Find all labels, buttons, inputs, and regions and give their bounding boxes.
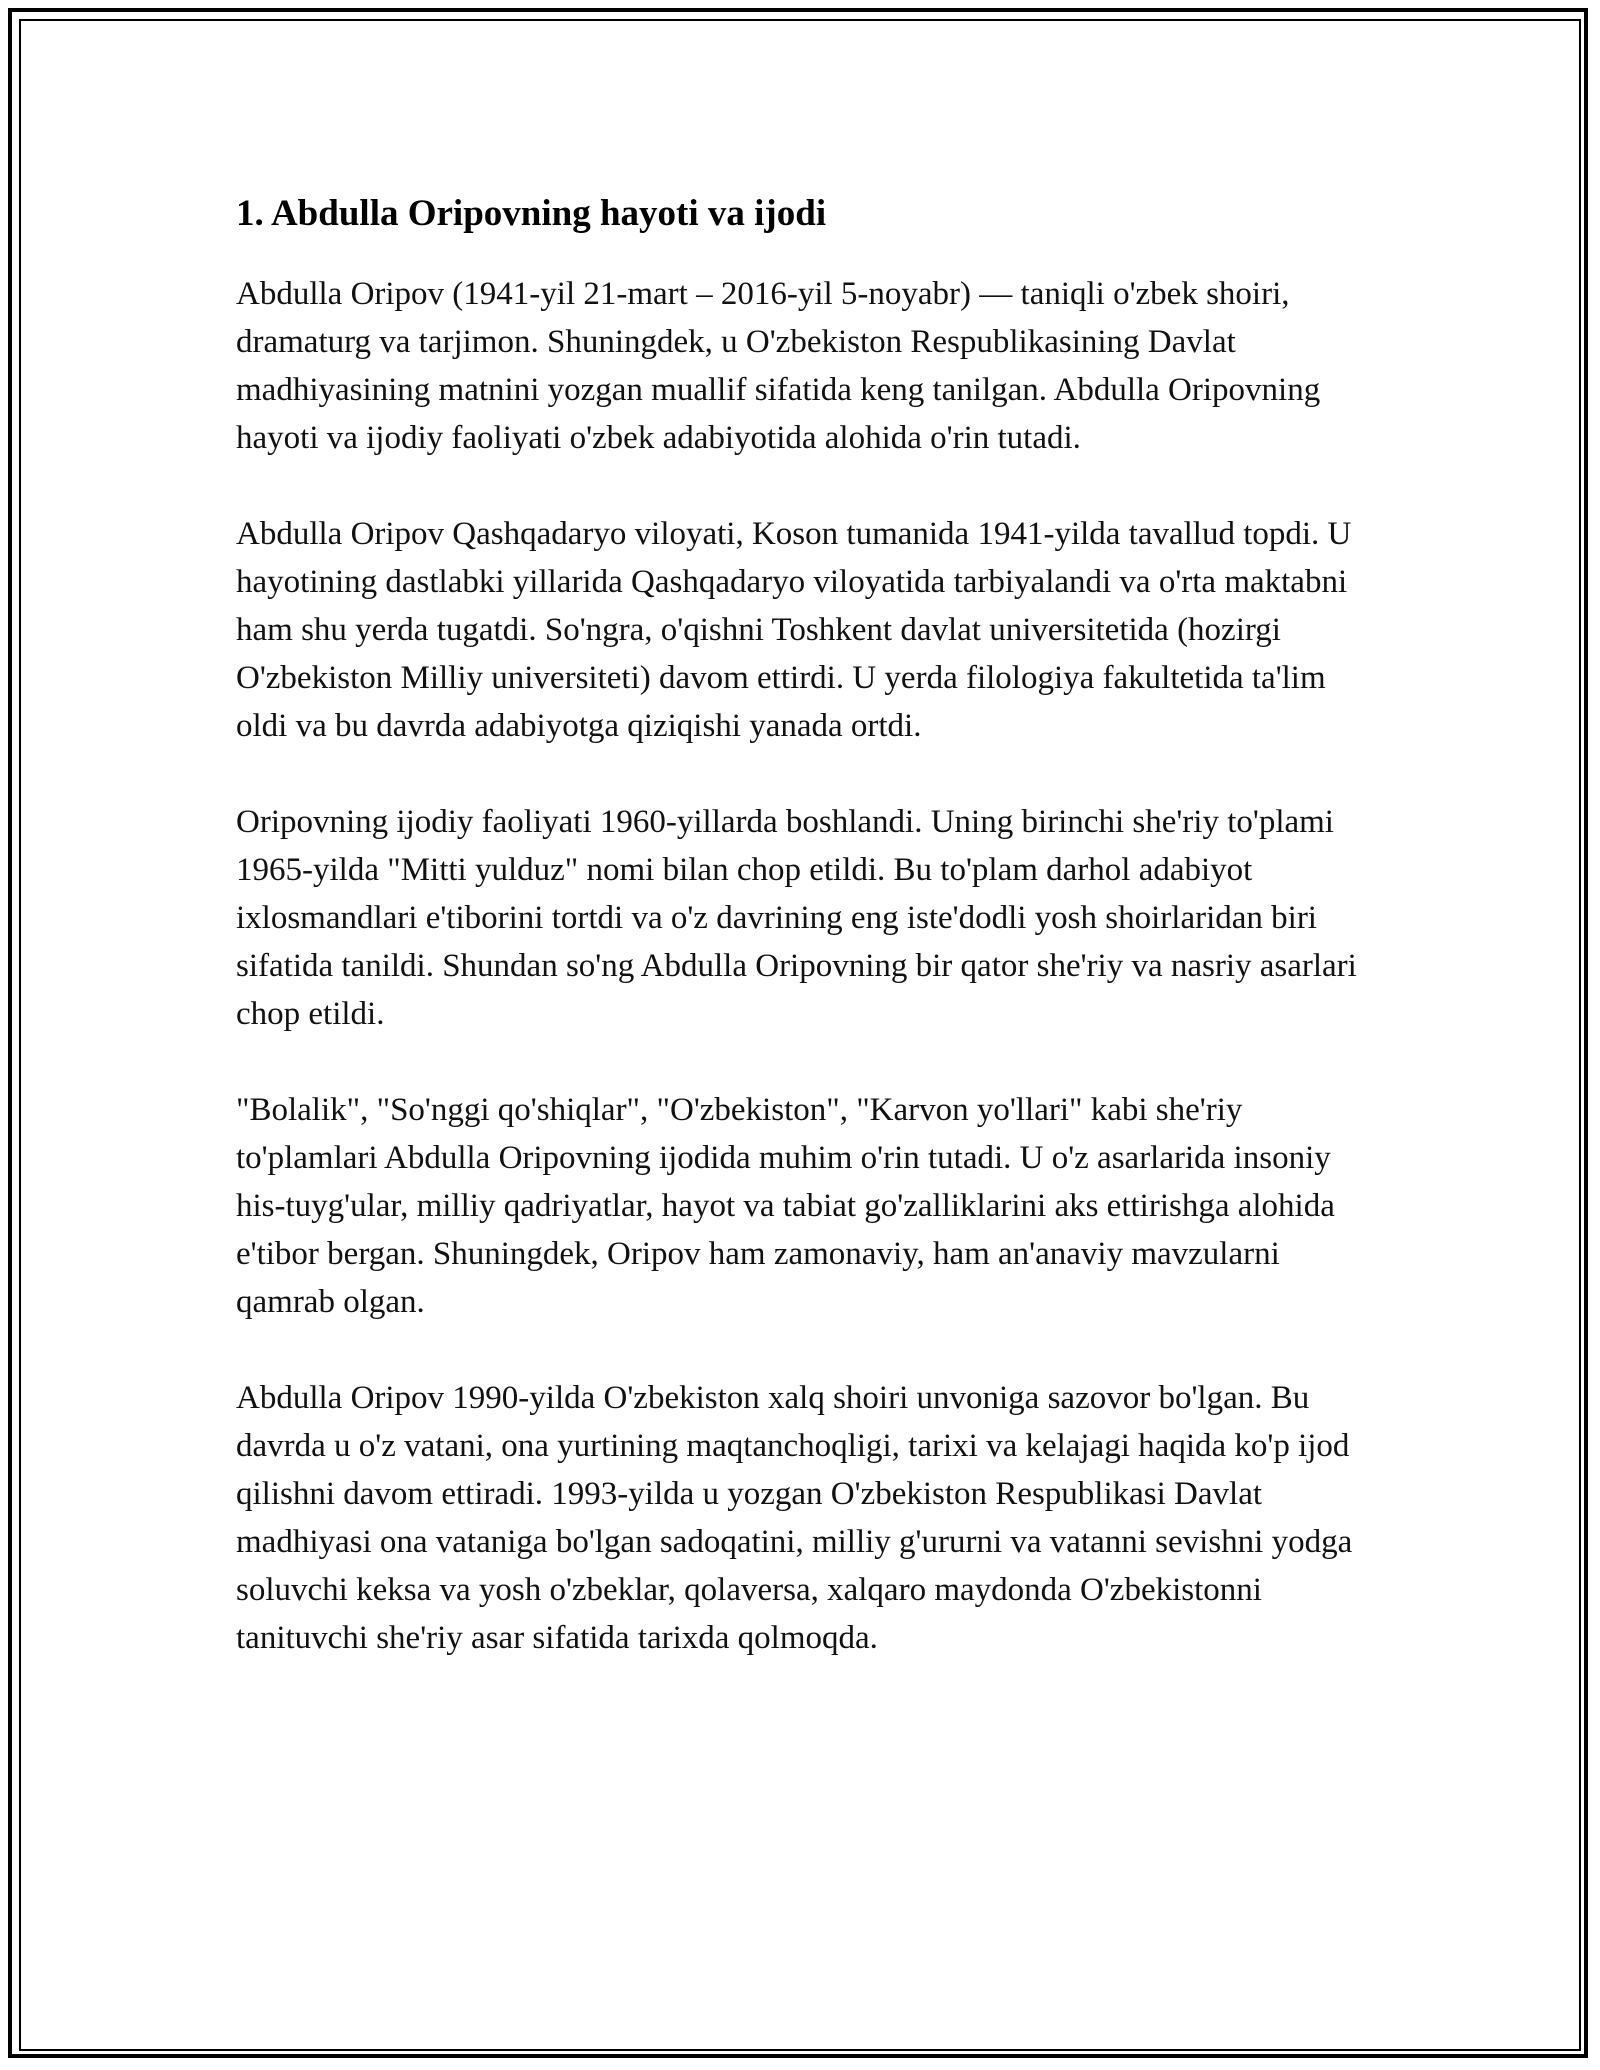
paragraph-intro: Abdulla Oripov (1941-yil 21-mart – 2016-yil 5-noyabr) — taniqli o'zbek shoiri, dramaturg va tarjimon. Shuningdek, u O'zbekiston Respublikasining Davlat madhiyasining matnini yozgan muallif sifatida keng tanilgan. Abdulla Oripovning hayoti va ijodiy faoliyati o'zbek adabiyotida alohida o'rin tutadi. bbox=[236, 276, 1321, 456]
document-body bbox=[236, 184, 1371, 1710]
section-heading: 1. Abdulla Oripovning hayoti va ijodi bbox=[236, 193, 827, 234]
paragraph-early-life: Abdulla Oripov Qashqadaryo viloyati, Koson tumanida 1941-yilda tavallud topdi. U hayotining dastlabki yillarida Qashqadaryo viloyatida tarbiyalandi va o'rta maktabni ham shu yerda tugatdi. So'ngra, o'qishni Toshkent davlat universitetida (hozirgi O'zbekiston Milliy universiteti) davom ettirdi. U yerda filologiya fakultetida ta'lim oldi va bu davrda adabiyotga qiziqishi yanada ortdi. bbox=[236, 516, 1352, 744]
paragraph-anthem: Abdulla Oripov 1990-yilda O'zbekiston xalq shoiri unvoniga sazovor bo'lgan. Bu davrda u o'z vatani, ona yurtining maqtanchoqligi, tarixi va kelajagi haqida ko'p ijod qilishni davom ettiradi. 1993-yilda u yozgan O'zbekiston Respublikasi Davlat madhiyasi ona vataniga bo'lgan sadoqatini, milliy g'ururni va vatanni sevishni yodga soluvchi keksa va yosh o'zbeklar, qolaversa, xalqaro maydonda O'zbekistonni tanituvchi she'riy asar sifatida tarixda qolmoqda. bbox=[236, 1380, 1353, 1656]
paragraph-early-career: Oripovning ijodiy faoliyati 1960-yillarda boshlandi. Uning birinchi she'riy to'plami 1965-yilda "Mitti yulduz" nomi bilan chop etildi. Bu to'plam darhol adabiyot ixlosmandlari e'tiborini tortdi va o'z davrining eng iste'dodli yosh shoirlaridan biri sifatida tanildi. Shundan so'ng Abdulla Oripovning bir qator she'riy va nasriy asarlari chop etildi. bbox=[236, 804, 1357, 1032]
paragraph-collections: "Bolalik", "So'nggi qo'shiqlar", "O'zbekiston", "Karvon yo'llari" kabi she'riy to'plamlari Abdulla Oripovning ijodida muhim o'rin tutadi. U o'z asarlarida insoniy his-tuyg'ular, milliy qadriyatlar, hayot va tabiat go'zalliklarini aks ettirishga alohida e'tibor bergan. Shuningdek, Oripov ham zamonaviy, ham an'anaviy mavzularni qamrab olgan. bbox=[236, 1092, 1335, 1320]
